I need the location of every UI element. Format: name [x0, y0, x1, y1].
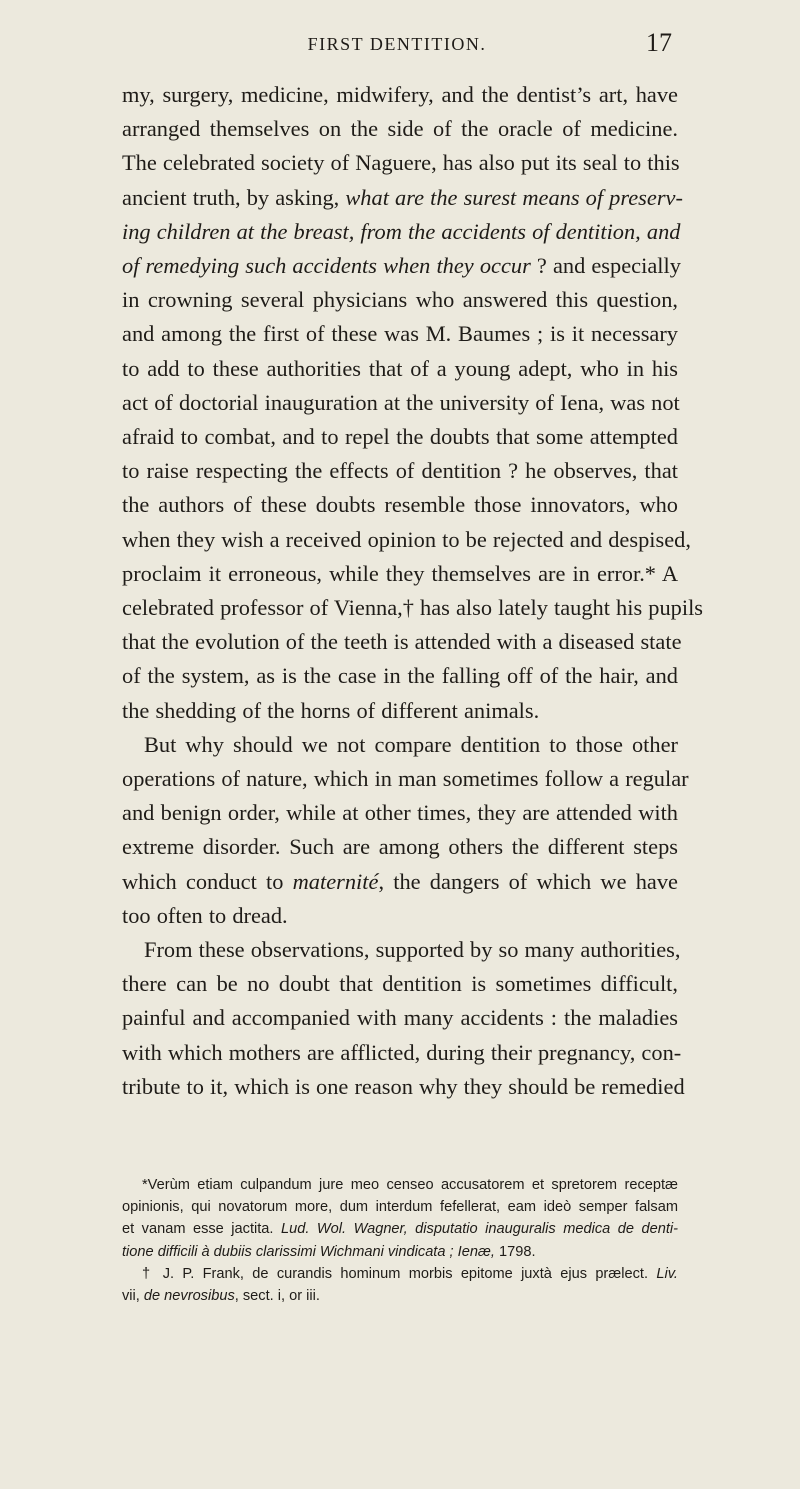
italic-run: de nevrosibus [143, 1288, 235, 1305]
text-run: which conduct to [122, 868, 293, 894]
italic-run: of remedying such accidents when they occur [122, 253, 531, 279]
footnotes [122, 1174, 678, 1307]
text-run: the authors of these doubts resemble those innovators, who [122, 492, 678, 518]
italic-run: tione difficili à dubiis clarissimi Wichmani vindicata ; Ienæ, [122, 1243, 495, 1260]
body-line [122, 557, 678, 591]
body-line [122, 659, 678, 693]
text-run: tribute to it, which is one reason why they should be remedied [122, 1073, 685, 1099]
text-run: too often to dread. [122, 902, 288, 928]
body-line [122, 249, 681, 283]
text-run: , the dangers of which we have [378, 868, 678, 894]
body-line [122, 591, 704, 625]
body-line [122, 454, 678, 488]
body-line [122, 523, 691, 557]
body-line [122, 865, 678, 899]
text-run: But why should we not compare dentition to those other [144, 731, 678, 757]
text-run: my, surgery, medicine, midwifery, and the dentist’s art, have [122, 82, 678, 107]
footnotes-line [122, 1196, 678, 1218]
italic-run: Lud. Wol. Wagner, disputatio inauguralis medica de denti- [280, 1221, 678, 1238]
text-run: extreme disorder. Such are among others the different steps [122, 834, 678, 860]
footnotes-line [122, 1241, 678, 1263]
italic-run: ing children at the breast, from the accidents of dentition, and [122, 218, 681, 244]
body-line [122, 1001, 678, 1035]
text-run: operations of nature, which in man sometimes follow a regular [122, 766, 689, 792]
text-run: From these observations, supported by so many authorities, [144, 937, 681, 963]
body-line [122, 78, 678, 112]
italic-run: maternité [292, 868, 379, 894]
body-line [122, 146, 678, 180]
text-run: and benign order, while at other times, they are attended with [122, 800, 678, 826]
text-run: of the system, as is the case in the falling off of the hair, and [122, 663, 678, 689]
footnotes-line [122, 1218, 678, 1240]
text-run: arranged themselves on the side of the oracle of medicine. [122, 116, 678, 142]
text-run: ancient truth, by asking, [122, 184, 346, 210]
text-run: opinionis, qui novatorum more, dum interdum fefellerat, eam ideò semper falsam [122, 1199, 678, 1216]
footnotes-line [122, 1174, 678, 1196]
text-run: ? and especially [530, 253, 681, 279]
text-run: there can be no doubt that dentition is sometimes difficult, [122, 971, 678, 997]
body-line [122, 215, 681, 249]
body-line [122, 625, 682, 659]
text-run: the shedding of the horns of different animals. [122, 697, 540, 723]
italic-run: what are the surest means of preserv- [345, 184, 683, 210]
page-number: 17 [646, 28, 672, 57]
body-line [122, 694, 678, 728]
body-line [122, 1036, 682, 1070]
body-line [122, 488, 678, 522]
body-line [122, 728, 678, 762]
page-header [122, 28, 672, 68]
italic-run: Liv. [656, 1265, 678, 1282]
body-line [122, 352, 678, 386]
body-text [122, 78, 704, 1104]
body-line [122, 420, 678, 454]
text-run: vii, [122, 1288, 144, 1305]
body-line [122, 933, 681, 967]
body-line [122, 181, 683, 215]
text-run: The celebrated society of Naguere, has also put its seal to this [122, 150, 680, 176]
footnotes-line [122, 1285, 678, 1307]
text-run: , sect. i, or iii. [234, 1288, 320, 1305]
text-run: celebrated professor of Vienna,† has also lately taught his pupils [122, 595, 704, 621]
body-line [122, 112, 678, 146]
text-run: that the evolution of the teeth is attended with a diseased state [122, 629, 682, 655]
body-line [122, 762, 689, 796]
text-run: to add to these authorities that of a young adept, who in his [122, 355, 678, 381]
body-line [122, 899, 678, 933]
body-line [122, 1070, 685, 1104]
text-run: act of doctorial inauguration at the university of Iena, was not [122, 389, 680, 415]
text-run: 1798. [494, 1243, 536, 1260]
body-line [122, 317, 678, 351]
text-run: and among the first of these was M. Baumes ; is it necessary [122, 321, 678, 347]
text-run: † J. P. Frank, de curandis hominum morbis epitome juxtà ejus prælect. [142, 1265, 657, 1282]
text-run: proclaim it erroneous, while they themselves are in error.* A [122, 560, 678, 586]
text-run: et vanam esse jactita. [122, 1221, 281, 1238]
body-line [122, 386, 678, 420]
footnotes-line [122, 1263, 678, 1285]
text-run: when they wish a received opinion to be rejected and despised, [122, 526, 691, 552]
text-run: with which mothers are afflicted, during their pregnancy, con- [122, 1039, 682, 1065]
body-line [122, 796, 678, 830]
body-line [122, 283, 678, 317]
body-line [122, 967, 678, 1001]
text-run: *Verùm etiam culpandum jure meo censeo accusatorem et spretorem receptæ [142, 1177, 678, 1193]
text-run: afraid to combat, and to repel the doubts that some attempted [122, 424, 678, 450]
text-run: painful and accompanied with many accidents : the maladies [122, 1005, 678, 1031]
text-run: to raise respecting the effects of dentition ? he observes, that [122, 458, 678, 484]
text-run: in crowning several physicians who answered this question, [122, 287, 678, 313]
running-title: FIRST DENTITION. [307, 34, 487, 54]
body-line [122, 830, 678, 864]
